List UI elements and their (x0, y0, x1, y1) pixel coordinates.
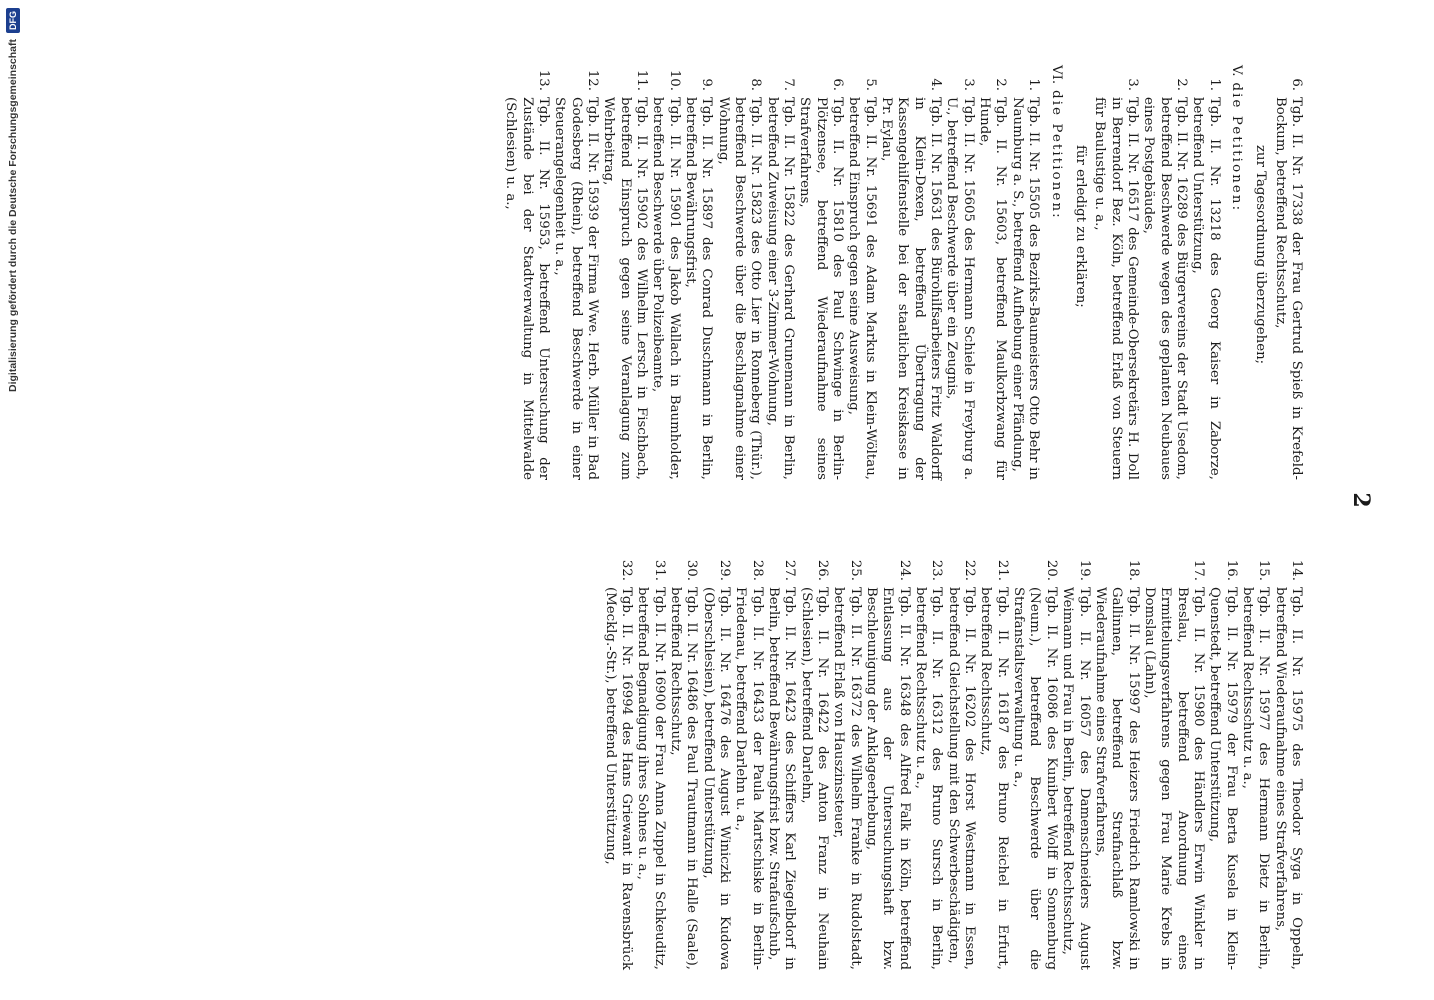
entry-text: Tgb. II. Nr. 15691 des Adam Markus in Klein-Wöltau, betreffend Einspruch gegen seine Ausweisung, (846, 97, 878, 480)
section-v-entries (1091, 65, 1222, 480)
entry-text: Tgb. II. Nr. 16900 der Frau Anna Zuppel in Schkeuditz, betreffend Begnadigung ihres Sohnes u. a., (635, 587, 667, 970)
entry-text: Tgb. II. Nr. 16994 des Hans Griewant in Ravensbrück (Mecklg.-Str.), betreffend Unterstützung, (602, 587, 634, 970)
entry-number: 32. (618, 559, 634, 581)
dfg-logo-icon: DFG (6, 8, 20, 33)
entry-text: Tgb. II. Nr. 15897 des Conrad Duschmann in Berlin, betreffend Bewährungsfrist, (682, 97, 715, 480)
petition-entry (1059, 555, 1092, 970)
entry-number: 1. (1206, 78, 1222, 91)
entry-text: Tgb. II. Nr. 15975 des Theodor Syga in Oppeln, betreffend Wiederaufnahme eines Strafverfahrens, (1272, 587, 1304, 970)
entry-number: 27. (782, 559, 798, 581)
entry-number: 24. (896, 559, 912, 581)
petition-entry (1189, 65, 1222, 480)
entry-text: Tgb. II. Nr. 15902 des Wilhelm Lersch in Fischbach, betreffend Einspruch gegen seine Veranlagung zum Wehrbeitrag, (601, 97, 649, 480)
entry-number: 10. (666, 69, 682, 91)
entry-text: Tgb. II. Nr. 16476 des August Winiczki in Kudowa (Oberschlesien), betreffend Unterstützung, (700, 587, 732, 970)
petition-entry (1141, 555, 1206, 970)
petition-entry (600, 65, 649, 480)
petition-entry (863, 555, 912, 970)
entry-text: Tgb. II. Nr. 16187 des Bruno Reichel in Erfurt, betreffend Rechtsschutz, (978, 587, 1010, 970)
entry-number: 20. (1043, 559, 1059, 581)
entry-number: 2. (993, 78, 1009, 91)
section-vi-roman: VI. (1048, 65, 1064, 85)
entry-number: 17. (1190, 559, 1206, 581)
petition-entry (732, 555, 765, 970)
entry-number: 3. (960, 78, 976, 91)
petition-entry (1271, 555, 1304, 970)
petition-entry (682, 65, 715, 480)
entry-number: 5. (862, 78, 878, 91)
entry-text: Tgb. II. Nr. 16086 des Kunibert Wolff in Sonnenburg (Neum.), betreffend Beschwerde über die Strafanstaltsverwaltung u. a., (1011, 587, 1059, 970)
petition-entry (667, 555, 700, 970)
entry-number: 2. (1173, 78, 1189, 91)
entry-text: Tgb. II. Nr. 15901 des Jakob Wallach in Baumholder, betreffend Beschwerde über Polizeibeamte, (650, 97, 682, 480)
footer-text: Digitalisierung gefördert durch die Deutsche Forschungsgemeinschaft (7, 39, 19, 392)
entry-text: Tgb. II. Nr. 15980 des Händlers Erwin Winkler in Breslau, betreffend Anordnung eines Ermittelungsverfahrens gegen Frau Marie Krebs in Domslau (Lahn), (1141, 587, 1206, 970)
entry-number: 14. (1289, 559, 1304, 581)
entry-text: Tgb. II. Nr. 16202 des Horst Westmann in Essen, betreffend Gleichstellung mit den Schwerbeschädigten, (945, 587, 978, 970)
entry-text: Tgb. II. Nr. 15605 des Hermann Schiele in Freyburg a. U., betreffend Beschwerde über ein Zeugnis, (944, 97, 976, 480)
entry-number: 4. (928, 78, 944, 91)
entry-number: 6. (1289, 78, 1304, 91)
petition-entry (912, 555, 945, 970)
right-column (601, 555, 1304, 970)
petition-entry (796, 65, 845, 480)
petition-entry (551, 65, 600, 480)
petition-entry (1140, 65, 1189, 480)
entry-text: Tgb. II. Nr. 15505 des Bezirks-Baumeisters Otto Behr in Naumburg a. S., betreffend Aufhebung einer Pfändung, (1009, 97, 1042, 480)
entry-number: 23. (929, 559, 945, 581)
entry-text: Tgb. II. Nr. 15603, betreffend Maulkorbzwang für Hunde, (977, 97, 1009, 480)
entry-number: 19. (1076, 559, 1092, 581)
petition-entry (1239, 555, 1272, 970)
petition-entry (601, 555, 634, 970)
section-vi-entries (502, 65, 1041, 480)
petition-entry (845, 65, 878, 480)
right-column-entries (601, 555, 1304, 970)
entry-number: 21. (994, 559, 1010, 581)
left-column (502, 65, 1304, 480)
entry-number: 1. (1026, 78, 1042, 91)
entry-number: 9. (699, 78, 715, 91)
entry-number: 12. (584, 69, 600, 91)
petition-entry (976, 65, 1009, 480)
entry-text: Tgb. II. Nr. 15977 des Hermann Dietz in Berlin, betreffend Rechtsschutz u. a., (1239, 587, 1272, 970)
petition-entry (830, 555, 863, 970)
petition-entry (699, 555, 732, 970)
entry-number: 11. (633, 69, 649, 91)
petition-entry (1092, 555, 1141, 970)
entry-number: 30. (684, 559, 700, 581)
entry-text: Tgb. II. Nr. 15631 des Bürohilfsarbeiters Fritz Waldorff in Klein-Dexen, betreffend Übertragung der Kassengehilfenstelle bei der staatlichen Kreiskasse in Pr. Eylau, (879, 97, 944, 480)
petition-entry (634, 555, 667, 970)
entry-text: Tgb. II. Nr. 16486 des Paul Trautmann in Halle (Saale), betreffend Rechtsschutz, (667, 587, 700, 970)
entry-number: 22. (962, 559, 978, 581)
entry-number: 25. (847, 559, 863, 581)
section-vi-heading (1047, 65, 1063, 480)
petition-entry (944, 555, 977, 970)
entry-number: 26. (815, 559, 831, 581)
entry-number: 7. (781, 78, 797, 91)
entry-number: 29. (716, 559, 732, 581)
entry-text: Tgb. II. Nr. 16348 des Alfred Falk in Köln, betreffend Entlassung aus der Untersuchungshaft bzw. Beschleunigung der Anklageerhebung, (864, 587, 912, 970)
entry-text: Tgb. II. Nr. 13218 des Georg Kaiser in Zaborze, betreffend Unterstützung, (1190, 97, 1222, 480)
page-number: 2 (1348, 492, 1374, 508)
petition-entry (977, 555, 1010, 970)
entry-number: 3. (1124, 78, 1140, 91)
petition-entry (1271, 65, 1304, 480)
petition-entry (1009, 65, 1042, 480)
digitization-footer (0, 0, 26, 1000)
petition-entry (1010, 555, 1059, 970)
section-v-title: die Petitionen: (1228, 82, 1244, 213)
entry-text: Tgb. II. Nr. 16057 des Damenschneiders August Weimann und Frau in Berlin, betreffend Rechtsschutz, (1060, 587, 1092, 970)
section-v-roman: V. (1228, 65, 1244, 77)
entry-text: Tgb. II. Nr. 16423 des Schiffers Karl Ziegelbdorf in Berlin, betreffend Bewährungsfrist bzw. Strafaufschub, (766, 587, 798, 970)
entry-number: 18. (1125, 559, 1141, 581)
section-vi-title: die Petitionen: (1048, 90, 1064, 220)
petition-entry (502, 65, 551, 480)
entry-text: Tgb. II. Nr. 16517 des Gemeinde-Obersekretärs H. Doll in Berrendorf Bez. Köln, betreffend Erlaß von Steuern für Baulustige u. a., (1092, 97, 1140, 480)
left-top-entries (1271, 65, 1304, 480)
petition-entry (878, 65, 943, 480)
note-tagesordnung: zur Tagesordnung überzugehen; (1253, 145, 1269, 365)
entry-text: Tgb. II. Nr. 15979 der Frau Berta Kusela in Klein-Quenstedt, betreffend Unterstützung, (1207, 587, 1239, 970)
entry-text: Tgb. II. Nr. 17338 der Frau Gertrud Spieß in Krefeld-Bockum, betreffend Rechtsschutz, (1272, 97, 1304, 480)
entry-text: Tgb. II. Nr. 15997 des Heizers Friedrich Ramlowski in Gallinnen, betreffend Strafnachlaß bzw. Wiederaufnahme eines Strafverfahrens, (1092, 587, 1141, 970)
note-erledigt: für erledigt zu erklären; (1072, 145, 1088, 308)
entry-text: Tgb. II. Nr. 16433 der Paula Martschiske in Berlin-Friedenau, betreffend Darlehn u. a., (733, 587, 765, 970)
petition-entry (797, 555, 830, 970)
petition-entry (763, 65, 796, 480)
section-v-heading (1228, 65, 1244, 480)
petition-entry (1206, 555, 1239, 970)
entry-text: Tgb. II. Nr. 15823 des Otto Lier in Ronneberg (Thür.), betreffend Beschwerde über die Beschlagnahme einer Wohnung, (715, 97, 764, 480)
entry-number: 15. (1256, 559, 1272, 581)
entry-text: Tgb. II. Nr. 16372 des Wilhelm Franke in Rudolstadt, betreffend Erlaß von Hauszinssteuer, (831, 587, 863, 970)
entry-text: Tgb. II. Nr. 16312 des Bruno Sursch in Berlin, betreffend Rechtsschutz u. a., (913, 587, 945, 970)
entry-text: Tgb. II. Nr. 15939 der Firma Wwe. Herb. Müller in Bad Godesberg (Rhein), betreffend Beschwerde in einer Steuerangelegenheit u. a., (552, 97, 600, 480)
petition-entry (649, 65, 682, 480)
entry-number: 28. (749, 559, 765, 581)
entry-number: 31. (651, 559, 667, 581)
entry-number: 16. (1223, 559, 1239, 581)
entry-text: Tgb. II. Nr. 16422 des Anton Franz in Neuhain (Schlesien), betreffend Darlehn, (798, 587, 831, 970)
petition-entry (714, 65, 763, 480)
entry-text: Tgb. II. Nr. 16289 des Bürgervereins der Stadt Usedom, betreffend Beschwerde wegen des geplanten Neubaues eines Postgebäudes, (1141, 97, 1189, 480)
petition-entry (765, 555, 798, 970)
entry-number: 13. (535, 69, 551, 91)
entry-text: Tgb. II. Nr. 15953, betreffend Untersuchung der Zustände bei der Stadtverwaltung in Mittelwalde (Schlesien) u. a., (503, 97, 551, 480)
petition-entry (1091, 65, 1140, 480)
entry-text: Tgb. II. Nr. 15810 des Paul Schwinge in Berlin-Plötzensee, betreffend Wiederaufnahme seines Strafverfahrens, (797, 97, 846, 480)
entry-number: 8. (748, 78, 764, 91)
entry-text: Tgb. II. Nr. 15822 des Gerhard Grunemann in Berlin, betreffend Zuweisung einer 3-Zimmer-Wohnung, (764, 97, 797, 480)
entry-number: 6. (830, 78, 846, 91)
petition-entry (943, 65, 976, 480)
